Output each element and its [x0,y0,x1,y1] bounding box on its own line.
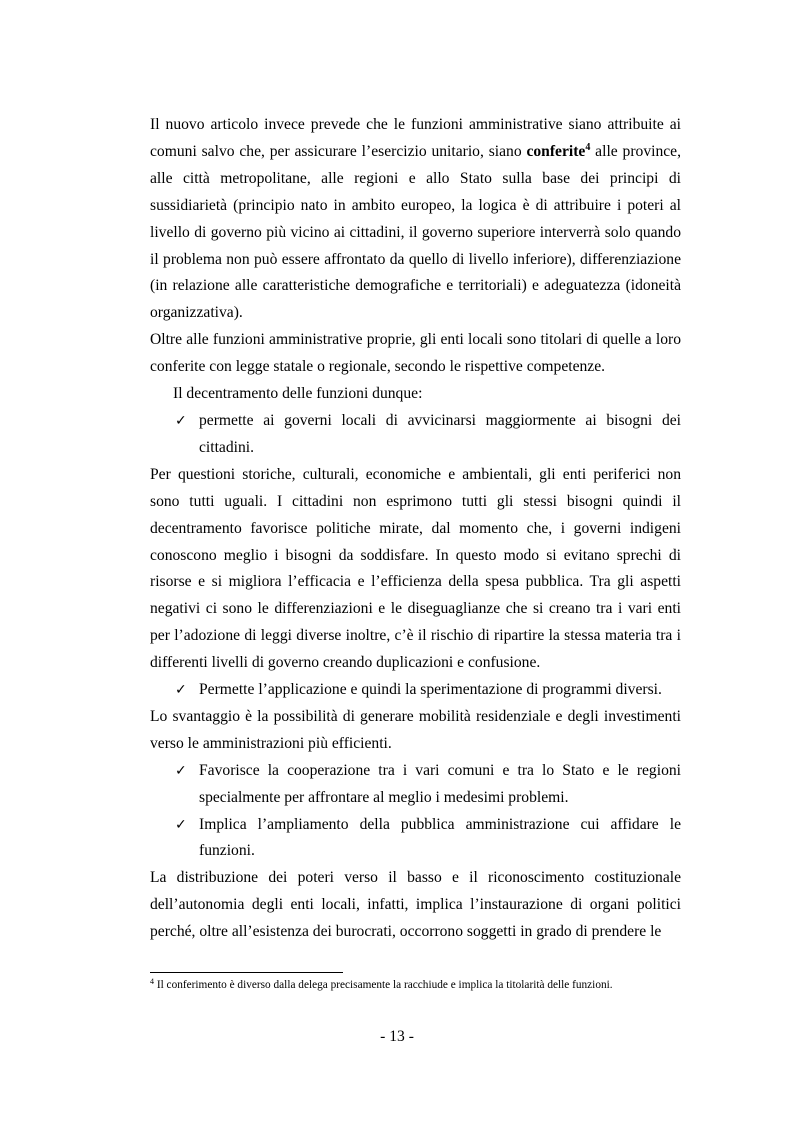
page-body [150,112,681,946]
checkmark-icon: ✓ [175,412,187,429]
footnote-ref[interactable]: 4 [585,141,591,153]
check-item-4: ✓ Implica l’ampliamento della pubblica amministrazione cui affidare le funzioni. [150,812,681,866]
paragraph-5: Lo svantaggio è la possibilità di generare mobilità residenziale e degli investimenti verso le amministrazioni più efficienti. [150,707,681,752]
bold-term: conferite [526,142,586,160]
check-item-1: ✓ permette ai governi locali di avvicinarsi maggiormente ai bisogni dei cittadini. [150,408,681,462]
paragraph-4: Per questioni storiche, culturali, economiche e ambientali, gli enti periferici non sono tutti uguali. I cittadini non esprimono tutti gli stessi bisogni quindi il decentramento favorisce politiche mirate, dal momento che, i governi indigeni conoscono meglio i bisogni da soddisfare. In questo modo si evitano sprechi di risorse e si migliora l’efficacia e l’efficienza della spesa pubblica. Tra gli aspetti negativi ci sono le differenziazioni e le diseguaglianze che si creano tra i vari enti per l’adozione di leggi diverse inoltre, c’è il rischio di ripartire la stessa materia tra i differenti livelli di governo creando duplicazioni e confusione. [150,465,681,672]
footnote [150,977,681,993]
paragraph-1: Il nuovo articolo invece prevede che le funzioni amministrative siano attribuite ai comuni salvo che, per assicurare l’esercizio unitario, siano conferite$^4$ alle province, alle città metropolitane, alle regioni e allo Stato sulla base dei principi di sussidiarietà (principio nato in ambito europeo, la logica è di attribuire i poteri al livello di governo più vicino ai cittadini, il governo superiore interverrà solo quando il problema non può essere affrontato da quello di livello inferiore), differenziazione (in relazione alle caratteristiche demografiche e territoriali) e adeguatezza (idoneità organizzativa). [150,116,681,322]
paragraph-3: Il decentramento delle funzioni dunque: [173,385,423,403]
check-item-3: ✓ Favorisce la cooperazione tra i vari comuni e tra lo Stato e le regioni specialmente per affrontare al meglio i medesimi problemi. [150,758,681,812]
checkmark-icon: ✓ [175,816,187,833]
checkmark-icon: ✓ [175,762,187,779]
checkmark-icon: ✓ [175,682,187,699]
check-item-2: ✓ Permette l’applicazione e quindi la sperimentazione di programmi diversi. [150,677,681,704]
footnote-number: 4 [150,977,154,986]
footnote-divider [150,972,343,973]
footnote-text: Il conferimento è diverso dalla delega precisamente la racchiude e implica la titolarità delle funzioni. [154,979,613,991]
paragraph-2: Oltre alle funzioni amministrative proprie, gli enti locali sono titolari di quelle a loro conferite con legge statale o regionale, secondo le rispettive competenze. [150,331,681,376]
paragraph-6: La distribuzione dei poteri verso il basso e il riconoscimento costituzionale dell’autonomia degli enti locali, infatti, implica l’instaurazione di organi politici perché, oltre all’esistenza dei burocrati, occorrono soggetti in grado di prendere le [150,869,681,941]
page-number: - 13 - [380,1028,414,1045]
